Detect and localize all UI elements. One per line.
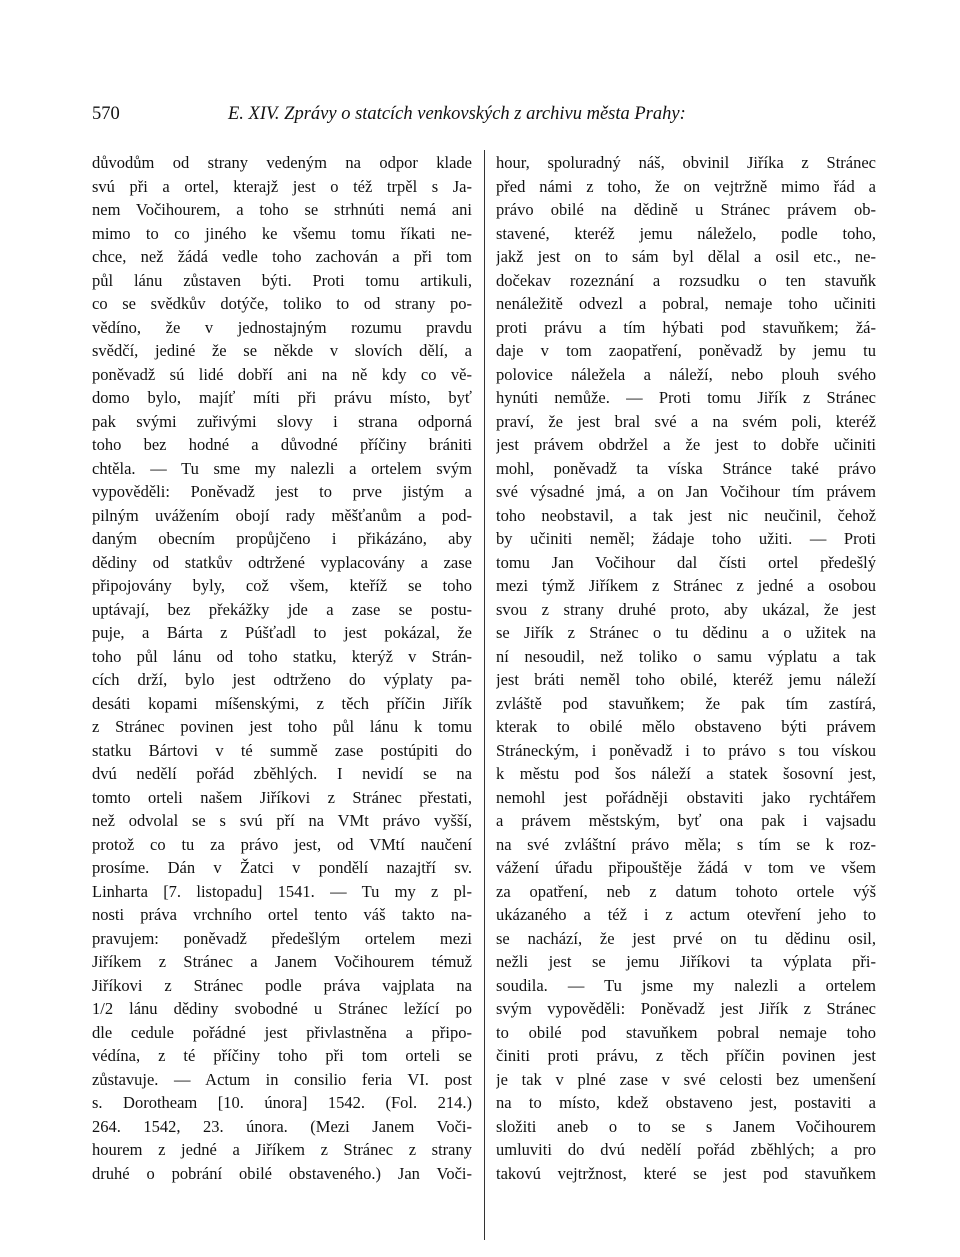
text-line: svou z strany druhé proto, aby ukázal, že jest bbox=[496, 599, 876, 619]
text-line: činiti proti právu, z těch příčin povinen jest bbox=[496, 1046, 876, 1065]
text-line: 264. 1542, 23. února. (Mezi Janem Voči- bbox=[92, 1116, 472, 1136]
text-line: dědiny od statkův odtržené vyplacovány a zase bbox=[92, 552, 472, 572]
text-line: protož co tu za právo jest, od VMtí naučení bbox=[92, 834, 472, 854]
text-line: toho neobstavil, a tak jest nic neučinil, čehož bbox=[496, 505, 876, 525]
text-line: praví, že jest bral své a na svém poli, kteréž bbox=[496, 411, 876, 431]
text-line: mimo to co jiného ke všemu tomu říkati ne- bbox=[92, 223, 472, 243]
text-line: statku Bártovi v té summě zase postúpiti do bbox=[92, 740, 472, 760]
text-line: k městu pod šos náleží a statek šosovní jest, bbox=[496, 764, 876, 783]
text-line: Jiříkovi z Stránec podle práva vajplata na bbox=[92, 975, 472, 995]
text-line: nem Vočihourem, a toho se strhnúti nemá ani bbox=[92, 200, 472, 219]
text-line: pilným uvážením obojí rady měšťanům a pod- bbox=[92, 505, 472, 525]
text-line: polovice náležela a náleží, nebo plouh svého bbox=[496, 364, 876, 384]
text-line: védína, z té příčiny toho při tom orteli se bbox=[92, 1046, 472, 1065]
text-line: toho půl lánu od toho statku, kterýž v Strán- bbox=[92, 646, 472, 666]
text-line: důvodům od strany vedeným na odpor klade bbox=[92, 153, 472, 172]
text-line: proti právu a tím hýbati pod stavuňkem; žá- bbox=[496, 317, 876, 337]
text-line: z Stránec povinen jest toho půl lánu k tomu bbox=[92, 717, 472, 736]
text-line: a právem městským, byť ona pak i vajsadu bbox=[496, 811, 876, 830]
text-line: na své zvláštní právo měla; s tím se k roz- bbox=[496, 834, 876, 854]
text-line: složiti aneb o to se s Janem Vočihourem bbox=[496, 1116, 876, 1136]
text-line: Jiříkem z Stránec a Janem Vočihourem témuž bbox=[92, 952, 472, 971]
text-line: tomu Jan Vočihour dal čísti ortel předešlý bbox=[496, 552, 876, 572]
text-line: soudila. — Tu jsme my nalezli a ortelem bbox=[496, 975, 876, 995]
text-line: uptávají, bez překážky jde a zase se postu- bbox=[92, 599, 472, 619]
text-line: za opatření, neb z datum tohoto ortele výš bbox=[496, 881, 876, 901]
text-line: se Jiřík z Stránec o tu dědinu a o užitek na bbox=[496, 623, 876, 642]
text-line: nenáležitě odvezl a pobral, nemaje toho učiniti bbox=[496, 294, 876, 313]
text-line: vážení úřadu připouštěje žádá v tom ve všem bbox=[496, 858, 876, 877]
text-line: před námi z toho, že on vejtržně mimo řád a bbox=[496, 176, 876, 196]
text-line: dle cedule pořádné jest přivlastněna a připo- bbox=[92, 1022, 472, 1042]
text-line: chce, než žádá vedle toho zachován a při tom bbox=[92, 247, 472, 266]
text-line: připojovány byly, což všem, kteříž se toho bbox=[92, 576, 472, 595]
text-line: poněvadž sú lidé dobří ani na ně kdy co vě- bbox=[92, 364, 472, 384]
text-line: právo obilé na dědině u Stránec právem ob- bbox=[496, 200, 876, 219]
text-line: svú při a ortel, kterajž jest o též trpěl s Ja- bbox=[92, 176, 472, 196]
text-line: zůstavuje. — Actum in consilio feria VI. post bbox=[92, 1069, 472, 1089]
text-line: kterak to obilé mělo obstaveno býti právem bbox=[496, 717, 876, 736]
text-line: jakž jest on to sám byl dělal a osil etc., ne- bbox=[496, 247, 876, 266]
right-column bbox=[496, 151, 876, 1185]
text-line: puje, a Bárta z Púšťadl to jest pokázal, že bbox=[92, 623, 472, 642]
text-line: druhé o pobrání obilé obstaveného.) Jan Voči- bbox=[92, 1163, 472, 1183]
text-line: jest bráti neměl toho obilé, kteréž jemu náleží bbox=[496, 670, 876, 689]
text-line: cích drží, bylo jest odtrženo do výplaty pa- bbox=[92, 670, 472, 689]
running-title: E. XIV. Zprávy o statcích venkovských z archivu města Prahy: bbox=[228, 104, 686, 124]
text-line: co se svědkův dotýče, toliko to od strany po- bbox=[92, 294, 472, 313]
text-line: mezi týmž Jiříkem z Stránec z jedné a osobou bbox=[496, 576, 876, 595]
text-line: domo bylo, majíť míti při právu místo, byť bbox=[92, 388, 472, 407]
text-line: ukázaného a též i z actum otevření jeho to bbox=[496, 905, 876, 924]
text-line: pravujem: poněvadž předešlým ortelem mezi bbox=[92, 928, 472, 948]
text-line: 1/2 lánu dědiny svobodné u Stránec ležící po bbox=[92, 999, 472, 1018]
text-line: desáti kopami míšenskými, z těch příčin Jiřík bbox=[92, 693, 472, 713]
text-line: umluviti do dvú nedělí pořád zběhlých; a pro bbox=[496, 1140, 876, 1159]
text-line: svým vypověděli: Poněvadž jest Jiřík z Stránec bbox=[496, 999, 876, 1018]
text-line: tomto orteli našem Jiříkovi z Stránec přestati, bbox=[92, 787, 472, 807]
text-line: s. Dorotheam [10. února] 1542. (Fol. 214.) bbox=[92, 1093, 472, 1112]
text-line: toho bez hodné a důvodné příčiny brániti bbox=[92, 435, 472, 454]
text-line: vypověděli: Poněvadž jest to prve jistým a bbox=[92, 482, 472, 501]
text-line: než odvolal se s svú pří na VMt právo vyšší, bbox=[92, 811, 472, 830]
text-line: zvláště pod stavuňkem; že pak tím zastírá, bbox=[496, 693, 876, 713]
text-line: by učiniti neměl; žádaje toho užiti. — Proti bbox=[496, 529, 876, 548]
text-line: takovú vejtržnost, které se jest pod stavuňkem bbox=[496, 1163, 876, 1183]
text-line: na to místo, kdež obstaveno jest, postaviti a bbox=[496, 1093, 876, 1112]
text-line: prosíme. Dán v Žatci v pondělí nazajtří sv. bbox=[92, 858, 472, 877]
text-line: dvú nedělí pořád zběhlých. I nevidí se na bbox=[92, 764, 472, 783]
text-line: Stráneckým, i poněvadž i to právo s tou vískou bbox=[496, 740, 876, 760]
page-number: 570 bbox=[92, 104, 120, 124]
column-divider bbox=[484, 150, 485, 1240]
page-header bbox=[92, 104, 870, 132]
text-line: daným obecním propůjčeno i přikázáno, aby bbox=[92, 529, 472, 548]
text-line: je tak v plné zase v své celosti bez umenšení bbox=[496, 1069, 876, 1089]
text-line: pak svými zuřivými slovy i strana odporná bbox=[92, 411, 472, 431]
text-line: půl lánu zůstaven býti. Proti tomu artikuli, bbox=[92, 270, 472, 290]
text-line: mohl, poněvadž ta víska Stránce také právo bbox=[496, 458, 876, 478]
text-line: hour, spoluradný náš, obvinil Jiříka z Stránec bbox=[496, 153, 876, 172]
text-line: hourem z jedné a Jiříkem z Stránec z strany bbox=[92, 1140, 472, 1159]
text-line: dočekav rozeznání a rozsudku o ten stavuňk bbox=[496, 270, 876, 290]
text-line: chtěla. — Tu sme my nalezli a ortelem svým bbox=[92, 458, 472, 478]
text-line: Linharta [7. listopadu] 1541. — Tu my z pl- bbox=[92, 881, 472, 901]
text-line: nemohl jest pořádněji obstaviti jako rychtářem bbox=[496, 787, 876, 807]
text-line: to obilé pod stavuňkem pobral nemaje toho bbox=[496, 1022, 876, 1042]
text-line: nežli jest se jemu Jiříkovi ta výplata při- bbox=[496, 952, 876, 971]
text-line: hynúti nemůže. — Proti tomu Jiřík z Stránec bbox=[496, 388, 876, 407]
text-line: daje v tom zaopatření, poněvadž by jemu tu bbox=[496, 341, 876, 360]
text-line: stavené, kteréž jemu náleželo, podle toho, bbox=[496, 223, 876, 243]
text-line: se nachází, že jest prvé on tu dědinu osil, bbox=[496, 928, 876, 948]
text-line: své výsadné jmá, a on Jan Vočihour tím právem bbox=[496, 482, 876, 501]
left-column bbox=[92, 151, 472, 1185]
text-line: nosti práva vrchního ortel tento váš takto na- bbox=[92, 905, 472, 924]
text-line: svědčí, jediné že se někde v slovích dělí, a bbox=[92, 341, 472, 360]
text-line: ní nesoudil, než toliko o samu výplatu a tak bbox=[496, 646, 876, 666]
text-line: jest právem obdržel a že jest to dobře učiniti bbox=[496, 435, 876, 454]
text-line: vědíno, že v jednostajným rozumu pravdu bbox=[92, 317, 472, 337]
